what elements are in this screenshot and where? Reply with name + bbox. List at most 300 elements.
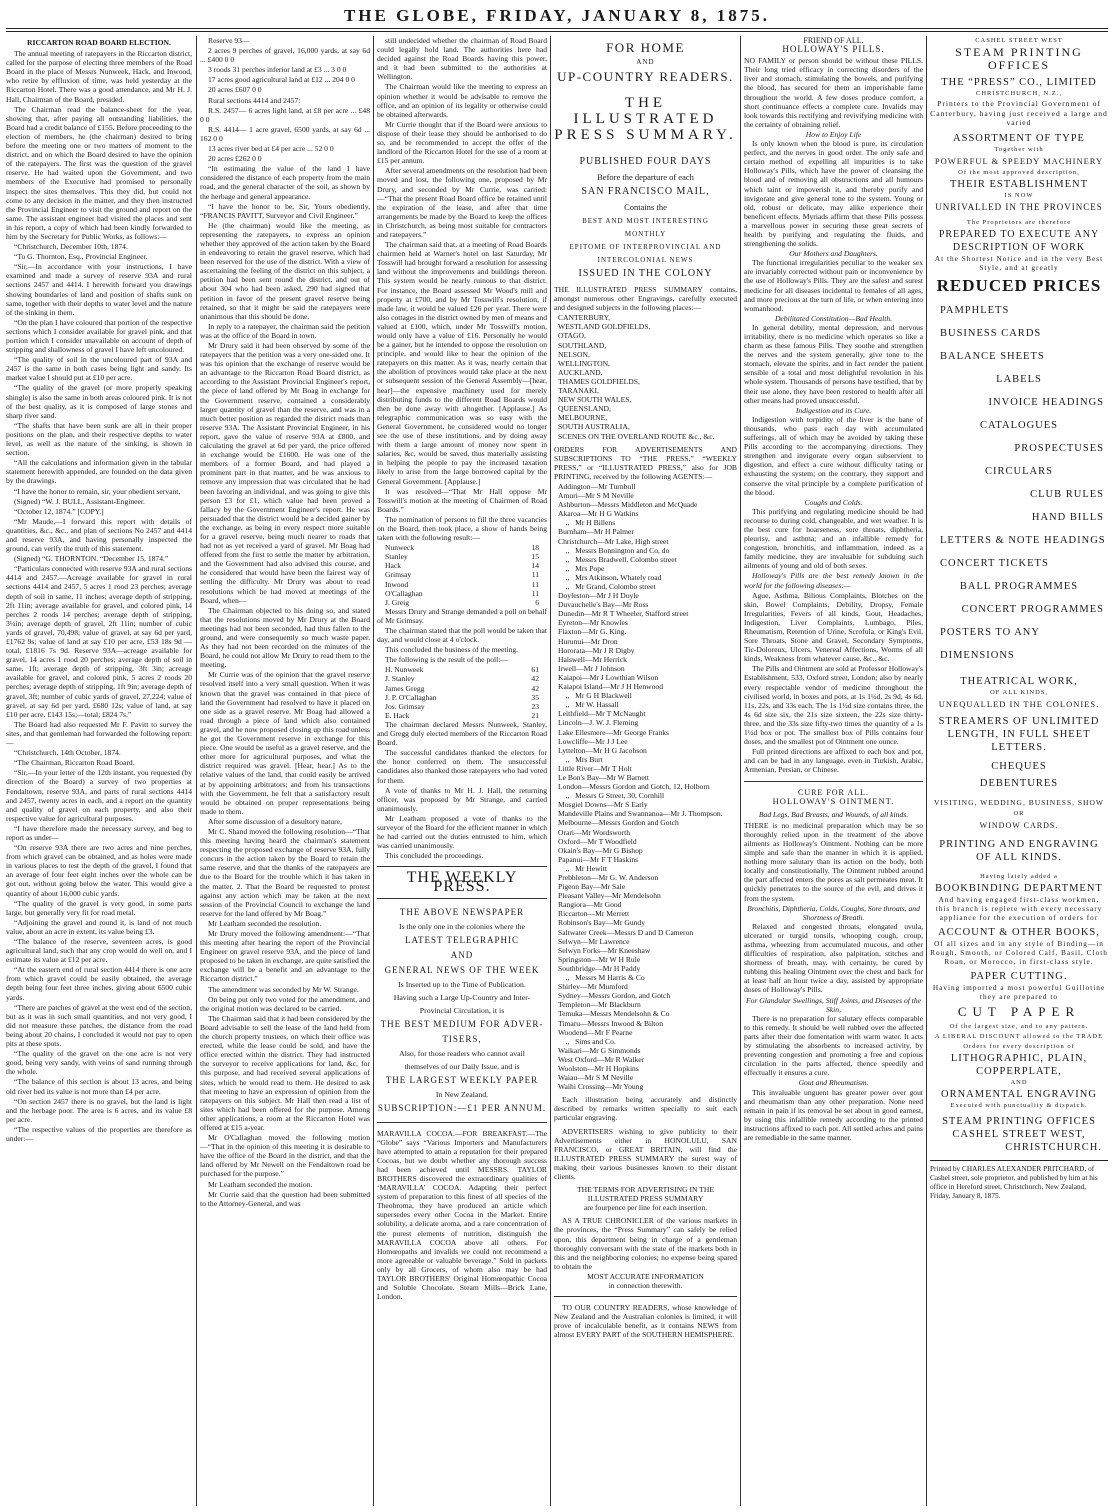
paragraph: Mr Drury said it had been observed by some of the ratepayers that the petition was a very one-sided one. It was his opinion that the exchange of reserve would be an advantage to the Riccarton Road Board district, as according to the Assistant Provincial Engineer's report, the piece of land offered by Mr Boag in exchange for the Government reserve, contained a considerably larger quantity of gravel than the reserve, and was in a much better position as regarded the district roads than reserve 93A. The Assistant Provincial Engineer, in his report, gave the value of reserve 93A at £800, and calculating the gravel at 6d per yard, the price offered in exchange would be £1600. He was one of the members of a former Board, and had played a prominent part in that matter, and he was anxious to remove any impression that was circulated that he had been favoring an individual, and was going to give this person £3 for £1, which value had been proved a fallacy by the Government Engineer's report. He was persuaded that the district would be a decided gainer by the exchange, as being in every respect more suitable for a gravel reserve, being much nearer to roads that had not as yet received a yard of gravel. Mr Boag had offered from the first to settle the matter by arbitration, and the Government had also advised this course, and he considered that would have been the fairest way of settling the difficulty. Mr Drury was about to read resolutions which he had moved at meetings of the Board, when— xyxy=(200,341,370,605)
agent-item: Melbourne—Messrs Gordon and Gotch xyxy=(558,818,679,828)
vote-count: 35 xyxy=(531,692,539,702)
candidate-name: H. Nunweek xyxy=(385,665,424,675)
connection-line: in connection therewith. xyxy=(608,1281,683,1291)
paragraph: (Signed) “G. THORNTON. “December 15, 1874.” xyxy=(14,554,169,564)
column-6-printing-advert xyxy=(930,36,1108,1506)
guillotine-line: Having imported a most powerful Guillotine they are prepared to xyxy=(932,982,1106,1001)
paragraph: After some discussion of a desultory nature, xyxy=(208,816,342,826)
chronicler-note: AS A TRUE CHRONICLER of the various markets in the provinces, the “Press Summary” can safely be relied upon, this department being in charge of a gentleman thoroughly conversant with the state of the markets both in this and the neighboring colonies; no expense being spared to obtain the xyxy=(554,1216,737,1271)
agent-item: Selwyn Forks—Mr Kneeshaw xyxy=(558,945,651,955)
weekly-press-line: SUBSCRIPTION:—£1 PER ANNUM. xyxy=(377,1102,547,1113)
ointment-subheading: Bad Legs, Bad Breasts, and Wounds, of all kinds. xyxy=(758,809,909,819)
paragraph: “I have the honor to remain, sir, your obedient servant, xyxy=(14,486,181,496)
steam-printing-heading: STEAM PRINTING OFFICES xyxy=(955,45,1083,72)
reduced-prices-line: REDUCED PRICES xyxy=(936,275,1102,295)
agent-item: Doyleston—Mr J H Doyle xyxy=(558,591,639,601)
printing-item: CATALOGUES xyxy=(980,419,1058,431)
agent-item: Hororata—Mr J R Digby xyxy=(558,645,635,655)
printing-item: PROSPECTUSES xyxy=(1014,442,1104,454)
agent-item: Little River—Mr T Holt xyxy=(558,763,632,773)
agent-item: Waiau—Mr S M Neville xyxy=(558,1073,634,1083)
cards-line: VISITING, WEDDING, BUSINESS, SHOW xyxy=(934,797,1104,807)
candidate-name: Inwood xyxy=(385,579,409,589)
paragraph: “I have the honor to be, Sir, Yours obediently, “FRANCIS PAVITT, Surveyor and Civil Engineer.” xyxy=(200,201,370,220)
diseases-list: Ague, Asthma, Bilious Complaints, Blotches on the skin, Bowel Complaints, Debility, Dropsy, Female Irregularities, Fevers of all kinds, Gout, Headaches, Indigestion, Liver Complaints, Lumbago, Piles, Rheumatism, Retention of Urine, Scrofula, or King's Evil, Sore Throats, Stone and Gravel, Secondary Symptoms, Tic-Doloreux, Ulcers, Venereal Affections, Worms of all kinds, Weakness from whatever cause, &c., &c. xyxy=(744,590,923,664)
paragraph: Mr Leatham proposed a vote of thanks to the surveyor of the Board for the efficient manner in which he had carried out the duties entrusted to him, which was carried unanimously. xyxy=(377,813,547,851)
paragraph: This concluded the proceedings. xyxy=(385,851,484,861)
table-row xyxy=(377,693,547,702)
show-of-hands-table xyxy=(377,543,547,607)
paragraph: The nomination of persons to fill the three vacancies on the Board, then took place, a show of hands being taken with the following result:— xyxy=(377,514,547,543)
candidate-name: J. P. O'Callaghan xyxy=(385,692,437,702)
and-label: AND xyxy=(636,58,655,66)
paragraph: Mr Currie thought that if the Board were anxious to dispose of their lease they should be authorised to do so, and be recommended to accept the offer of the landlord of the Riccarton Hotel for the use of a room at £15 per annum. xyxy=(377,119,547,166)
vote-count: 14 xyxy=(531,561,539,571)
together-line: Together with xyxy=(994,145,1044,153)
agent-item: ,, Mrs Atkinson, Whately road xyxy=(558,572,662,582)
cure-heading: CURE FOR ALL. xyxy=(797,787,869,797)
vote-count: 23 xyxy=(531,701,539,711)
paragraph: Mr C. Shand moved the following resolution—“That this meeting having heard the chairman's statement respecting the proposed exchange of reserve 93A, fully concurs in the action taken by the Board to retain the same reserve, and that the thanks of the ratepayers are due to the Board for the trouble which it has taken in the matter. 2. That the Board be requested to protest against any action which may be taken at the next session of the Provincial Council to exchange the land reserve for the land offered by Mr Boag.” xyxy=(200,826,370,918)
terms-line: are fourpence per line for each insertion. xyxy=(583,1203,708,1213)
candidate-name: J. Greig xyxy=(385,597,410,607)
enjoy-life-text: Is only known when the blood is pure, its circulation perfect, and the nerves in good order. The only safe and certain method of expelling all impurities is to take Holloway's Pills, which have the power of cleansing the blood and of removing all obstructions and all humours which taint or impoverish it, and thereby purify and invigorate and give general tone to the system. Young or old, robust or delicate, may alike experience their beneficent effects. Myriads affirm that these Pills possess a marvellous power in securing these great secrets of health by purifying and regulating the fluids, and strengthening the solids. xyxy=(744,139,923,249)
column-divider xyxy=(550,36,551,1506)
description-line: Of the most approved description, xyxy=(958,168,1080,176)
paragraph: Mr Currie was of the opinion that the gravel reserve resolved itself into a very small question. When it was known that the gravel was contained in that piece of land the Government had resolved to have it placed on one side as a gravel reserve. Mr Boag had allowed a road through a piece of land which also contained gravel, and he now proposed closing up this road unless he got the Government reserve in exchange for this piece. One would be useful as a gravel reserve, and the other more for agricultural purposes, and what the district required was gravel. [Hear, hear.] As to the relative values of the land, that could easily be arrived at by appointing arbitrators; and from his transactions with the Government, he felt that a satisfactory result would be obtained on proper representations being made to them. xyxy=(200,670,370,816)
weekly-press-line: Having such a Large Up-Country and Inter- xyxy=(393,992,531,1002)
all-kinds-line-2: OF ALL KINDS. xyxy=(976,851,1062,863)
agent-item: ,, Mr Grand, Colombo street xyxy=(558,582,656,591)
place-item: TARANAKI, xyxy=(558,386,599,396)
agent-item: Ashburton—Messrs Middleton and McQuade xyxy=(558,500,698,510)
agent-item: Dunedin—Mr R T Wheeler, Stafford street xyxy=(558,609,689,619)
printing-item: BALANCE SHEETS xyxy=(940,350,1045,362)
paragraph: Mr Currie said that the question had been submitted to the Attorney-General, and was xyxy=(200,1189,370,1208)
agent-item: Pigeon Bay—Mr Sale xyxy=(558,882,626,892)
cashel-street-line: CASHEL STREET WEST xyxy=(975,37,1063,44)
place-item: WELLINGTON, xyxy=(558,358,610,368)
paragraph: “Sir,—In accordance with your instructions, I have examined and made a survey of reserve 93A and rural sections 2457 and 4414. I herewith forward you drawings showing boundaries of land and position of shafts sunk on same, together with their depths to water level and the nature of the sinking in them. xyxy=(6,262,192,317)
paragraph: The successful candidates thanked the electors for the honor conferred on them. The unsuccessful candidates also thanked those ratepayers who had voted for them. xyxy=(377,748,547,785)
paragraph: “Christchurch, December 10th, 1874. xyxy=(14,242,128,252)
place-item: SOUTHLAND, xyxy=(558,340,607,350)
paragraph: The Chairman would like the meeting to express an opinion whether it would be advisable to remove the office, and an opinion of its legality or otherwise could be obtained afterwards. xyxy=(377,82,547,119)
agent-item: Sydney—Messrs Gordon, and Gotch xyxy=(558,991,671,1001)
cashel-west-line: CASHEL STREET WEST, xyxy=(952,1128,1086,1140)
agent-item: Okain's Bay—Mr G Bishop xyxy=(558,845,643,855)
orders-notice: ORDERS FOR ADVERTISEMENTS AND SUBSCRIPTIONS TO “THE PRESS,” “WEEKLY PRESS,” or “ILLUSTRATED PRESS,” also for JOB PRINTING, received by the following AGENTS:— xyxy=(554,444,737,481)
enjoy-life-heading: How to Enjoy Life xyxy=(805,129,862,139)
agent-item: ,, Sims and Co. xyxy=(558,1036,616,1046)
weekly-press-title: THE WEEKLY PRESS. xyxy=(406,869,518,896)
column-3 xyxy=(377,36,547,1506)
masthead: THE GLOBE, FRIDAY, JANUARY 8, 1875. xyxy=(343,6,771,25)
agent-item: Papanui—Mr F T Haskins xyxy=(558,854,639,864)
mail-line: SAN FRANCISCO MAIL, xyxy=(581,186,710,197)
column-4 xyxy=(554,36,737,1506)
table-row xyxy=(377,684,547,693)
agent-item: Flaxton—Mr G. King. xyxy=(558,627,627,637)
paragraph: He (the chairman) would like the meeting, as representing the ratepayers, to express an opinion whether they approved of the action taken by the Board in endeavoring to retain the gravel reserve, which had been reserved for the use of the district. With a view of ascertaining the feeling of the district on this subject, a petition had been sent round the district, and out of about 304 who had been asked, 290 had signed that petition in favor of the present gravel reserve being retained, so that it might be said the ratepayers were unanimous that this should be done. xyxy=(200,220,370,321)
printing-item: LETTERS & NOTE HEADINGS xyxy=(940,534,1106,546)
indigestion-text: Indigestion with torpidity of the liver is the bane of thousands, who pass each day with accumulated sufferings, all of which may be avoided by taking these Pills according to the accompanying directions. They strengthen and invigorate every organ subservient to digestion, and effect a cure without difficulty tating or exhausting the system; on the contrary, they support and conserve the vital principle by a complete purification of the blood. xyxy=(744,414,923,497)
vote-count: 21 xyxy=(531,710,539,720)
ointment-heading: HOLLOWAY'S OINTMENT. xyxy=(772,795,895,806)
paragraph: 13 acres river bed at £4 per acre ... 52 0 0 xyxy=(208,144,334,154)
paragraph: “The quality of the gravel is very good, in some parts large, but generally very fit for road metal. xyxy=(6,898,192,917)
agent-item: ,, Messrs Bradwell, Colombo street xyxy=(558,554,677,564)
paragraph: “The quality of soil in the uncoloured part of 93A and 2457 is the same in both cases being light and sandy. Its market value I should put at £10 per acre. xyxy=(6,355,192,383)
agent-item: Irwell—Mr J Johnson xyxy=(558,663,625,673)
vote-count: 42 xyxy=(531,674,539,684)
table-row xyxy=(377,589,547,598)
paragraph: “Adjoining the gravel and round it, is land of not much value, about an acre in extent, its value being £3. xyxy=(6,917,192,936)
machinery-line: POWERFUL & SPEEDY MACHINERY xyxy=(934,155,1104,166)
weekly-press-line: Is Inserted up to the Time of Publication. xyxy=(398,979,526,989)
table-row xyxy=(377,665,547,674)
agent-item: Southbridge—Mr H Paddy xyxy=(558,963,641,973)
table-row xyxy=(377,702,547,711)
paragraph: 3 roods 31 perches inferior land at £3 ... 3 0 0 xyxy=(208,65,347,75)
printing-item: HAND BILLS xyxy=(1031,511,1104,523)
paragraph: “The balance of the reserve, seventeen acres, is good agricultural land, such that any crop would do well on, and I estimate its value at £12 per acre. xyxy=(6,937,192,965)
agent-item: Kaiapoi—Mr J Lowthian Wilson xyxy=(558,672,659,682)
weekly-press-line: TISERS, xyxy=(442,1033,482,1044)
article-body xyxy=(6,49,192,1143)
advertisers-note: ADVERTISERS wishing to give publicity to their Advertisements either in HONOLULU, SAN FRANCISCO, or GREAT BRITAIN, will find the ILLUSTRATED PRESS SUMMARY the surest way of making their various businesses known to their distant clients. xyxy=(554,1126,737,1181)
agent-item: ,, Mr W. Hassall xyxy=(558,700,619,710)
agent-item: Amuri—Mr S M Neville xyxy=(558,491,634,501)
weekly-press-advert xyxy=(377,905,547,1116)
place-item: THAMES GOLDFIELDS, xyxy=(558,376,640,386)
weekly-press-line: LATEST TELEGRAPHIC xyxy=(405,934,519,945)
paragraph: “In estimating the value of the land I have considered the distance of each property from the main road, and the general character of the soil, as shown by the herbage and general appearance. xyxy=(200,164,370,201)
bronchitis-heading: Bronchitis, Diphtheria, Colds, Coughs, Sore throats, and Shortness of Breath. xyxy=(747,903,920,922)
glands-text: There is no preparation for salutary effects comparable to this remedy. It should be well rubbed over the affected parts after their due fomentation with warm water. It acts by stimulating the absorbents to increased activity, by preventing congestion and promoting a free and copious circulation in the parts affected, thence speedily and effectually it ensures a cure. xyxy=(744,1013,923,1078)
candidate-name: James Gregg xyxy=(385,683,425,693)
vote-count: 6 xyxy=(535,597,539,607)
paragraph: It was resolved—“That Mr Hall oppose Mr Tosswill's motion at the meeting of Chairmen of Road Boards.” xyxy=(377,486,547,514)
agent-item: Timaru—Messrs Inwood & Bilton xyxy=(558,1018,663,1028)
paragraph: The following is the result of the poll:— xyxy=(385,655,508,665)
paragraph: “The quality of the gravel (or more properly speaking shingle) is also the same in both areas coloured pink. It is not of the best quality, as it is composed of large stones and sharp river sand. xyxy=(6,383,192,420)
paragraph: The amendment was seconded by Mr W. Strange. xyxy=(208,984,359,994)
candidate-name: O'Callaghan xyxy=(385,588,423,598)
masthead-rule xyxy=(6,28,1108,29)
weekly-press-line: Also, for those readers who cannot avail xyxy=(399,1048,525,1058)
copperplate-line: COPPERPLATE, xyxy=(976,1065,1062,1077)
press-co-line: THE “PRESS” CO., LIMITED xyxy=(941,77,1097,88)
mothers-text: The functional irregularities peculiar to the weaker sex are invariably corrected without pain or inconvenience by the use of Holloway's Pills. They are the safest and surest medicine for all diseases incidental to females of all ages, and more precious at the turn of life, or when entering into womanhood. xyxy=(744,258,923,313)
weekly-press-line: THE ABOVE NEWSPAPER xyxy=(399,906,525,917)
before-line: Before the departure of each xyxy=(597,172,694,182)
bookbinding-line: BOOKBINDING DEPARTMENT xyxy=(935,882,1103,894)
discount-line: A LIBERAL DISCOUNT allowed to the TRADE xyxy=(934,1032,1104,1040)
place-item: MELBOURNE, xyxy=(558,413,608,423)
printing-item: INVOICE HEADINGS xyxy=(988,396,1104,408)
candidate-name: E. Hack xyxy=(385,710,410,720)
paragraph: “To G. Thornton, Esq., Provincial Engineer. xyxy=(14,252,148,262)
paragraph: The chairman stated that the poll would be taken that day, and would close at 4 o'clock. xyxy=(377,626,547,645)
debility-heading: Debilitated Constitution—Bad Health. xyxy=(774,313,893,323)
country-readers-note: TO OUR COUNTRY READERS, whose knowledge of New Zealand and the Australian colonies is limited, it will prove of incalculable benefit, as it contains NEWS from almost EVERY PART of the SOUTHERN HEMISPHERE. xyxy=(554,1303,737,1340)
paragraph: R.S. 4414— 1 acre gravel, 6500 yards, at say 6d ... 162 0 0 xyxy=(200,124,370,143)
paragraph: The Chairman said that it had been considered by the Board advisable to sell the lease of the land held from the church property trustees, on which their office was erected, while the lease could be sold, and have the office erected within the district. They had instructed the surveyor to receive applications for land, &c, for this purpose, and had received several applications of sites, which he would read to them. He desired to ask that meeting to have an expression of opinion from the ratepayers on this subject. Mr Hall then read a list of sites which had been offered for the purpose. Among other applications, a room at the Riccarton Hotel was offered at £15 a-year. xyxy=(200,1013,370,1132)
paragraph: 20 acres £262 0 0 xyxy=(208,154,262,164)
places-list xyxy=(554,313,737,440)
column-divider xyxy=(740,36,741,1506)
column-divider xyxy=(196,36,197,1506)
candidate-name: Jos. Grimsay xyxy=(385,701,425,711)
paragraph: The Board had also requested Mr F. Pavitt to survey the sites, and that gentleman had forwarded the following report:— xyxy=(6,719,192,748)
ointment-text: THERE is no medicinal preparation which may be so thoroughly relied upon in the treatment of the above ailments as Holloway's Ointment. Nothing can be more simple and safe than the manner in which it is applied, nothing more salutary than its action on the body, both locally and constitutionally. The Ointment rubbed around the part affected enters the pores as salt permeates meat. It quickly penetrates to the source of the evil, and drives it from the system. xyxy=(744,820,923,903)
cheques-line: CHEQUES xyxy=(991,760,1047,772)
window-cards-line: WINDOW CARDS. xyxy=(979,820,1059,830)
intercolonial-line: INTERCOLONIAL NEWS xyxy=(597,256,694,264)
agent-item: Le Bon's Bay—Mr W Barnett xyxy=(558,772,649,782)
lately-added-line: Having lately added a xyxy=(980,872,1058,880)
contains-line: Contains the xyxy=(624,202,667,212)
agent-item: ,, Messrs G Street, 30, Cornhill xyxy=(558,791,665,801)
weekly-press-line: THE BEST MEDIUM FOR ADVER- xyxy=(380,1018,544,1029)
vote-count: 42 xyxy=(531,683,539,693)
assortment-line: ASSORTMENT OF TYPE xyxy=(953,132,1085,144)
lithographic-line: LITHOGRAPHIC, PLAIN, xyxy=(950,1052,1088,1064)
agent-item: Leithfield—Mr T McNaught xyxy=(558,709,646,719)
unequalled-line: UNEQUALLED IN THE COLONIES. xyxy=(938,698,1100,709)
printing-item: BUSINESS CARDS xyxy=(940,327,1042,339)
paragraph: “On section 2457 there is no gravel, but the land is light and the herbage poor. The area is 6 acres, and its value £8 per acre. xyxy=(6,1096,192,1124)
steam-offices-line: STEAM PRINTING OFFICES xyxy=(942,1115,1096,1127)
debentures-line: DEBENTURES xyxy=(979,777,1059,789)
agent-item: ,, Mrs Pope xyxy=(558,563,605,573)
paragraph: Messrs Drury and Strange demanded a poll on behalf of Mr Grimsay. xyxy=(377,606,547,625)
agent-item: Addington—Mr Turnbull xyxy=(558,481,636,491)
agent-item: ,, Mrs Burt xyxy=(558,754,603,764)
christchurch-final-line: CHRISTCHURCH. xyxy=(1005,1141,1102,1153)
paragraph: In reply to a ratepayer, the chairman said the petition was at the office of the Board in town. xyxy=(200,321,370,340)
agent-item: Robinson's Bay—Mr Gundy xyxy=(558,918,646,928)
agent-item: Christchurch—Mr Lake, High street xyxy=(558,536,669,546)
vote-count: 15 xyxy=(531,552,539,562)
shortest-notice-line: At the Shortest Notice and in the very Best Style, and at greatly xyxy=(934,253,1104,272)
illustrated-title: THE ILLUSTRATED xyxy=(573,95,718,127)
paragraph: Mr Leatham seconded the resolution. xyxy=(208,918,322,928)
orders-line: Orders for every description of xyxy=(963,1042,1075,1050)
agent-item: Temuka—Messrs Mendelsohn & Co xyxy=(558,1009,670,1019)
candidate-name: Nunweck xyxy=(385,543,415,553)
vote-count: 11 xyxy=(531,579,539,589)
agent-item: Riccarton—Mr Merrett xyxy=(558,909,630,919)
paragraph: The chairman said that, at a meeting of Road Boards chairmen held at Warner's hotel on last Saturday, Mr Tosswill had brought forward a resolution for assessing land without the improvements and buildings thereon. This system would be nearly ruinous to that district. For instance, the Board assessed Mr Wood's mill and property at £700, and by Mr Tosswill's resolution, if made law, it would be valued £26 per year. There were also cottages in the district owned by men of means and valued at £100, which, under Mr Tosswill's motion, would only have a value of £16. Personally he would be a gainer, but he intended to oppose the resolution on principle, and would like to hear the opinion of the ratepayers on this matter. As it was, nearly certain that the abolition of provinces would take place at the next or subsequent session of the General Assembly—[hear, hear]—the expensive machinery used for merely distributing funds to the different Road Boards would then be done away with altogether. [Applause.] As telegraphic communication was so easy with the General Government, he considered would no longer see the use of these institutions, and by doing away with them a large amount of money now spent in salaries, &c, would be saved, thus materially assisting in helping the people to pay the increased taxation likely to arise from the large borrowed capital by the General Government. [Applause.] xyxy=(377,240,547,486)
paragraph: “The balance of this section is about 13 acres, and being old river bed its value is not more than £4 per acre. xyxy=(6,1077,192,1096)
best-line: BEST AND MOST INTERESTING xyxy=(582,217,709,225)
bronchitis-text: Relaxed and congested throats, elongated uvula, ulcerated or turgid tonsils, whooping cough, croup, asthma, wheezing from accumulated mucous, and other difficulties of respiration, also palpitation, stitches and shortness of breath, may, with certainty, be cured by rubbing this healing Ointment over the chest and back for at least half an hour twice a day, assisted by appropriate doses of Holloway's Pills. xyxy=(744,921,923,995)
article-body-continued xyxy=(377,36,547,542)
candidate-name: J. Stanley xyxy=(385,674,415,684)
agent-item: Lowcliffe—Mr J J Lee xyxy=(558,736,628,746)
place-item: OTAGO, xyxy=(558,331,586,341)
paragraph: 17 acres good agricultural land at £12 ... 204 0 0 xyxy=(208,75,355,85)
column-5 xyxy=(744,36,923,1506)
agent-item: Woodend—Mr F Pearne xyxy=(558,1027,633,1037)
place-item: CANTERBURY, xyxy=(558,313,610,323)
article-title: RICCARTON ROAD BOARD ELECTION. xyxy=(27,38,171,47)
agent-item: Saltwater Creek—Messrs D and D Cameron xyxy=(558,927,694,937)
agent-item: Springston—Mr W H Rule xyxy=(558,954,641,964)
cut-paper-line: CUT PAPER xyxy=(957,1003,1081,1019)
imprint-footer: Printed by CHARLES ALEXANDER PRITCHARD, of Cashel street, sole proprietor, and published by him at his office in Hereford street, Christchurch, New Zealand, Friday, January 8, 1875. xyxy=(930,1160,1108,1200)
column-divider xyxy=(373,36,374,1506)
all-kinds-line: OF ALL KINDS, xyxy=(989,688,1049,696)
epitome-line: EPITOME OF INTERPROVINCIAL AND xyxy=(569,243,722,251)
masthead-rule-2 xyxy=(6,31,1108,32)
streamers-line: STREAMERS OF UNLIMITED xyxy=(938,715,1100,727)
paragraph: Mr Leatham seconded the motion. xyxy=(208,1179,313,1189)
weekly-press-line: AND xyxy=(450,949,474,960)
agent-item: London—Messrs Gordon and Gotch, 12, Holborn xyxy=(558,782,710,792)
is-now-line: IS NOW xyxy=(1004,191,1034,199)
place-item: SOUTH AUSTRALIA, xyxy=(558,422,630,432)
table-row xyxy=(377,543,547,552)
table-row xyxy=(377,598,547,607)
friend-heading: FRIEND OF ALL. xyxy=(803,36,864,45)
agent-item: Mosgiel Downs—Mr S Early xyxy=(558,800,648,810)
table-row xyxy=(377,552,547,561)
agent-item: ,, Mr G H Blackwell xyxy=(558,691,632,701)
agent-item: Burnham—Mr H Palmer xyxy=(558,527,634,537)
printing-item: CIRCULARS xyxy=(985,465,1053,477)
and-line: AND xyxy=(1010,1078,1028,1086)
weekly-press-line: themselves of our Daily Issue, and is xyxy=(404,1061,520,1071)
summary-intro: THE ILLUSTRATED PRESS SUMMARY contains, amongst numerous other Engravings, carefully executed and designed subjects in the following places:— xyxy=(554,285,737,313)
place-item: AUCKLAND, xyxy=(558,367,603,377)
glands-heading: For Glandular Swellings, Stiff Joints, and Diseases of the Skin, xyxy=(745,995,922,1014)
place-item: NELSON, xyxy=(558,349,590,359)
best-remedy-heading: Holloway's Pills are the best remedy known in the world for the following diseases:— xyxy=(744,571,923,590)
largest-size-line: Of the largest size, and to any pattern. xyxy=(949,1022,1089,1030)
agent-item: Kaiapoi Island—Mr J H Henwood xyxy=(558,682,664,692)
coughs-text: This purifying and regulating medicine should be had recourse to during cold, changeable, and wet weather. It is the best cure for hoarseness, sore throats, diphtheria, pleurisy, and asthma; and an infallible remedy for congestion, bronchitis, and inflammation, indeed as a family medicine, they are invaluable for subduing such ailments of young and old of both sexes. xyxy=(744,506,923,571)
paragraph: “Christchurch, 14th October, 1874. xyxy=(14,748,121,758)
pills-intro: NO FAMILY or person should be without these PILLS. Their long tried efficacy in correcting disorders of the liver and stomach, stimulating the bowels, and purifying the blood, has secured for them an imperishable fame throughout the world. A few doses produce comfort, a short continuance effects a complete cure. Invalids may look towards this rectifying and revivifying medicine with the certainty of obtaining relief. xyxy=(744,56,923,129)
candidate-name: Hack xyxy=(385,561,402,571)
place-item: NEW SOUTH WALES, xyxy=(558,395,632,405)
agent-item: Mandeville Plains and Swannanoa—Mr J. Thompson. xyxy=(558,809,723,819)
agent-item: West Oxford—Mr R Walker xyxy=(558,1054,645,1064)
debility-text: In general debility, mental depression, and nervous irritability, there is no medicine which operates so like a charm as these famous Pills. They soothe and strengthen the nerves and the system generally, give tone to the stomach, elevate the spirits, and in fact render the patient sensible of a total and most delightful revolution in his whole system. Thousands of persons have testified, that by their use alone, they have been restored to health after all other means had proved unsuccessful. xyxy=(744,322,923,405)
paragraph: Mr O'Callaghan moved the following motion—“That in the opinion of this meeting it is desirable to have the office of the Board in the district, and that the land offered by Mr Newell on the Fendaltown road be purchased for the purpose.” xyxy=(200,1133,370,1179)
weekly-press-line: Is the only one in the colonies where the xyxy=(398,921,525,931)
printing-item: CONCERT PROGRAMMES xyxy=(961,603,1104,615)
agent-item: Waihi Crossing—Mr Young xyxy=(558,1082,644,1092)
length-line: LENGTH, IN FULL SHEET xyxy=(947,728,1091,740)
agent-item: Templeton—Mr Blackburn xyxy=(558,1000,641,1010)
paragraph: “At the eastern end of rural section 4414 there is one acre from which gravel could be easily obtained, the average depth being four feet three inches, giving about 6500 cubic yards. xyxy=(6,965,192,1002)
mothers-heading: Our Mothers and Daughters. xyxy=(789,249,878,259)
table-row xyxy=(377,711,547,720)
paragraph: Mr Drury moved the following amendment:—“That this meeting after hearing the report of the Provincial Engineer on gravel reserve 93A, and the piece of land proposed to be taken in exchange, are quite satisfied the exchange will be a benefit and an advantage to the Riccarton district.” xyxy=(200,929,370,984)
maravilla-cocoa-advert: MARAVILLA COCOA.—FOR BREAKFAST.—The “Globe” says “Various Importers and Manufacturers have attempted to attain a reputation for their prepared Cocoas, but we doubt whether any thorough success had been achieved until MESSRS. TAYLOR BROTHERS discovered the extraordinary qualities of ‘MARAVILLA’ COCOA. Adapting their perfect system of preparation to this finest of all species of the Theobroma, they have produced an article which supersedes every other Cocoa in the Market. Entire solubility, a delicate aroma, and a rare concentration of the purest elements of nutrition, distinguish the MARAVILLA COCOA above all others. For Homœopaths and invalids we could not recommend a more agreeable or valuable beverage.” Sold in packets only by all Grocers, of whom also may be had TAYLOR BROTHERS' Original Homœopathic Cocoa and Soluble Chocolate. Steam Mills—Brick Lane, London. xyxy=(377,1128,547,1302)
printing-item: CLUB RULES xyxy=(1030,488,1104,500)
paragraph: After several amendments on the resolution had been moved and lost, the following one, proposed by Mr Drury, and seconded by Mr Currie, was carried:—“That the present Road Board office be retained until the expiration of the lease, and after that time arrangements be made by the Board to keep the offices in Christchurch, as being most suitable for contractors and ratepayers.” xyxy=(377,166,547,239)
agent-item: Waikari—Mr G Simmonds xyxy=(558,1045,641,1055)
place-item: WESTLAND GOLDFIELDS, xyxy=(558,322,651,332)
paragraph: The Chairman read the balance-sheet for the year, showing that, after paying all outstanding liabilities, the Board had a credit balance of £155. Before proceeding to the election of members, he (the chairman) desired to bring before the meeting one or two matters of moment to the district, and on which the Board desired to have the opinion of the ratepayers. The first was the question of the gravel reserve. He had waited upon the Government, and two members of the Executive had promised to personally inspect the sites themselves. This they did, but could not come to any decision in the matter, and they then instructed the Provincial Engineer to visit the ground and report on the same. The assistant engineer had visited the places and sent in his report, a copy of which had been kindly forwarded to him by the Secretary for Public Works, as follows:— xyxy=(6,104,192,241)
agent-item: Woolston—Mr H Hopkins xyxy=(558,1063,639,1073)
paragraph: The chairman declared Messrs Nunweek, Stanley, and Gregg duly elected members of the Riccarton Road Board. xyxy=(377,719,547,748)
christchurch-line: CHRISTCHURCH, N.Z., xyxy=(976,90,1062,97)
agent-item: Prebbleton—Mr G. W. Anderson xyxy=(558,873,659,882)
paragraph: “The quality of the gravel on the one acre is not very good, being very sandy, with veins of sand running through the whole. xyxy=(6,1049,192,1077)
description-work-line: DESCRIPTION OF WORK xyxy=(952,241,1086,253)
weekly-press-line: GENERAL NEWS OF THE WEEK xyxy=(384,964,540,975)
printers-line: Printers to the Provincial Government of Canterbury, having just received a large and varied xyxy=(930,99,1108,127)
paragraph: “On the plan I have coloured that portion of the respective sections which I consider available for gravel pink, and that portion which I consider unavailable on account of depth of stripping and shallowness of gravel I have left uncoloured. xyxy=(6,317,192,355)
letters-line: LETTERS. xyxy=(991,741,1047,753)
poll-notes xyxy=(377,607,547,665)
gout-text: This invaluable unguent has greater power over gout and rheumatism than any other preparation. None need remain in pain if its removal be set about in good earnest, by using this infallible remedy according to the printed instructions affixed to each pot. All settled aches and pains are remediable in the same manner. xyxy=(744,1087,923,1142)
column-1 xyxy=(6,36,192,1506)
table-row xyxy=(377,674,547,683)
published-line: PUBLISHED FOUR DAYS xyxy=(579,156,712,167)
paragraph: This concluded the business of the meeting. xyxy=(385,645,519,655)
unrivalled-line: UNRIVALLED IN THE PROVINCES xyxy=(935,201,1103,212)
agent-item: Halswell—Mr Herrick xyxy=(558,654,627,664)
pills-heading: HOLLOWAY'S PILLS. xyxy=(782,44,885,55)
agent-item: Lincoln—J. W. J. Fleming xyxy=(558,718,639,728)
agent-item: Rangiora—Mr Good xyxy=(558,900,622,910)
printing-item: CONCERT TICKETS xyxy=(940,557,1049,569)
vote-count: 18 xyxy=(531,543,539,553)
table-row xyxy=(377,561,547,570)
candidate-name: Grimsay xyxy=(385,570,412,580)
paragraph: “There are patches of gravel at the west end of the section, but as it was in such small quantities, and not very good, I did not measure these patches, the distance from the road being about 20 chains, I concluded it would not pay to open pits at these spots. xyxy=(6,1002,192,1049)
agent-item: Eyreton—Mr Knowles xyxy=(558,618,628,628)
printing-item: PAMPHLETS xyxy=(940,304,1010,316)
paragraph: “I have therefore made the necessary survey, and beg to report as under— xyxy=(6,823,192,842)
paragraph: The annual meeting of ratepayers in the Riccarton district, called for the purpose of electing three members of the Road Board in the place of Messrs Nunweek, Hack, and Inwood, who retire by effluxion of time, was held yesterday at the Riccarton Hotel. There was a good attendance, and Mr H. J. Hall, Chairman of the Board, presided. xyxy=(6,49,192,104)
paragraph: R.S. 2457— 6 acres light land, at £8 per acre ... £48 0 0 xyxy=(200,105,370,124)
paragraph: “On reserve 93A there are two acres and nine perches, from which gravel can be obtained, and as holes were made in various places to test the depth of the gravel, I found that an average of four feet eight inches over the whole can be got out, without going below the water. This would give a quantity of about 16,000 cubic yards. xyxy=(6,843,192,898)
agent-item: Pleasant Valley—Mr Mendelsohn xyxy=(558,891,661,901)
vote-count: 61 xyxy=(531,665,539,675)
candidate-name: Stanley xyxy=(385,552,408,562)
place-item: SCENES ON THE OVERLAND ROUTE &c., &c. xyxy=(558,431,715,441)
binding-line: Of all sizes and in any style of Binding—in Rough, Smooth, or Colored Calf, Basil, Cloth Roan, or Morocco, in first-class style. xyxy=(930,938,1108,966)
agent-item: Shirley—Mr Mumford xyxy=(558,982,628,992)
agent-item: Oxford—Mr T Woodfield xyxy=(558,836,637,846)
agent-item: Akaroa—Mr H G Watkins xyxy=(558,509,639,519)
printing-item: LABELS xyxy=(996,373,1042,385)
column-2 xyxy=(200,36,370,1506)
vote-count: 11 xyxy=(531,588,539,598)
account-books-line: ACCOUNT & OTHER BOOKS, xyxy=(938,926,1100,938)
printing-items-list xyxy=(930,299,1108,667)
table-row xyxy=(377,570,547,579)
paragraph: “October 12, 1874.” [COPY.] xyxy=(14,506,104,516)
weekly-press-line: THE LARGEST WEEKLY PAPER xyxy=(385,1074,539,1085)
accurate-info-line: MOST ACCURATE INFORMATION xyxy=(587,1271,704,1281)
issued-line: ISSUED IN THE COLONY xyxy=(578,268,713,279)
agent-item: Lake Ellesmere—Mr George Franks xyxy=(558,727,669,737)
agents-list xyxy=(554,482,737,1091)
vote-count: 11 xyxy=(531,570,539,580)
poll-results-table xyxy=(377,665,547,720)
illustration-note: Each illustration being accurately and distinctly described by remarks written specially to suit each particular engraving. xyxy=(554,1095,737,1123)
agent-item: Lyttelton—Mr H G Jacobson xyxy=(558,745,647,755)
